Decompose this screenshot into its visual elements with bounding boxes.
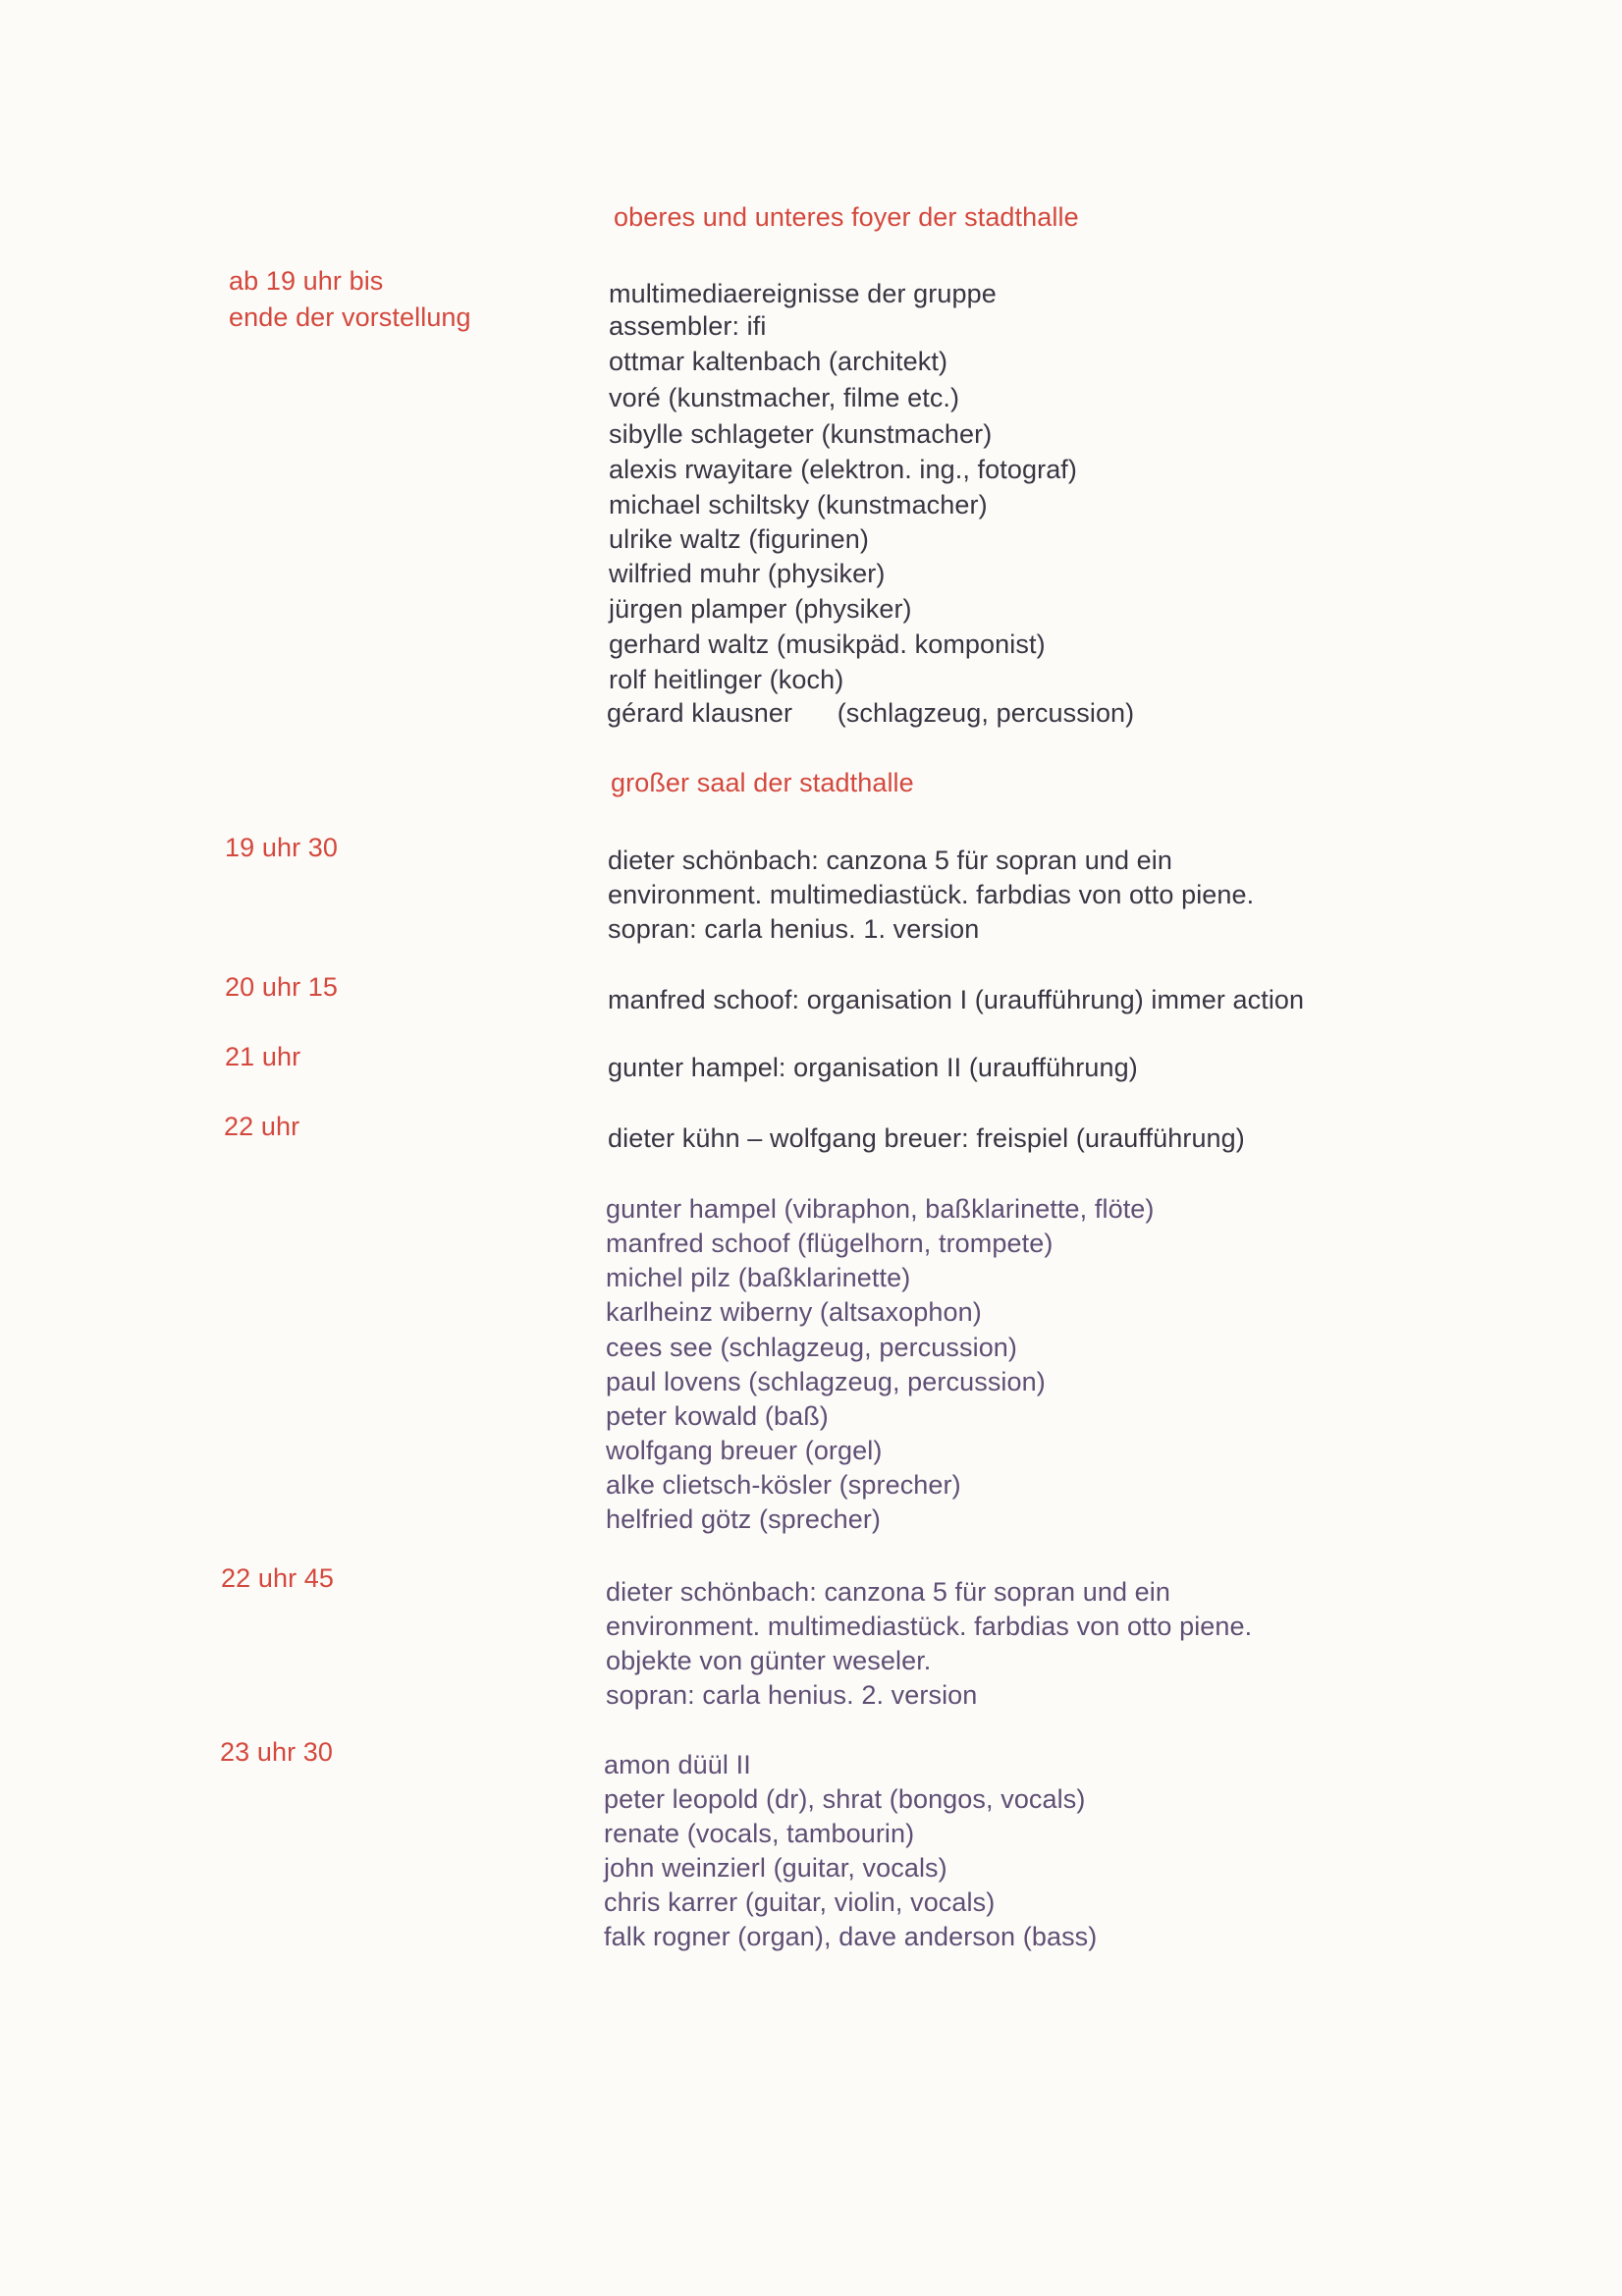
list-item: multimediaereignisse der gruppe — [609, 279, 997, 308]
time-label: ab 19 uhr bis — [229, 266, 384, 296]
time-label: 22 uhr — [224, 1112, 300, 1141]
performer-line: helfried götz (sprecher) — [606, 1504, 882, 1534]
event-line: chris karrer (guitar, violin, vocals) — [604, 1887, 996, 1917]
list-item: ottmar kaltenbach (architekt) — [609, 347, 948, 376]
time-label: 20 uhr 15 — [225, 972, 338, 1002]
performer-line: peter kowald (baß) — [606, 1401, 829, 1431]
list-item: wilfried muhr (physiker) — [609, 559, 886, 588]
section-heading-foyer: oberes und unteres foyer der stadthalle — [614, 202, 1079, 232]
time-label: 22 uhr 45 — [221, 1563, 334, 1593]
list-item: ulrike waltz (figurinen) — [609, 524, 869, 554]
list-item: sibylle schlageter (kunstmacher) — [609, 419, 993, 449]
event-line: amon düül II — [604, 1750, 751, 1779]
performer-line: cees see (schlagzeug, percussion) — [606, 1333, 1018, 1362]
performer-line: gunter hampel (vibraphon, baßklarinette, flöte) — [606, 1194, 1155, 1224]
list-item: voré (kunstmacher, filme etc.) — [609, 383, 960, 412]
list-item: jürgen plamper (physiker) — [609, 594, 912, 624]
performer-line: michel pilz (baßklarinette) — [606, 1263, 911, 1292]
event-line: john weinzierl (guitar, vocals) — [604, 1853, 947, 1883]
event-line: renate (vocals, tambourin) — [604, 1819, 915, 1848]
event-line: manfred schoof: organisation I (uraufführung) immer action — [608, 985, 1305, 1014]
time-label: 21 uhr — [225, 1042, 301, 1071]
event-line: peter leopold (dr), shrat (bongos, vocals) — [604, 1784, 1086, 1814]
time-label: ende der vorstellung — [229, 302, 471, 332]
section-heading-saal: großer saal der stadthalle — [611, 768, 914, 797]
performer-line: alke clietsch-kösler (sprecher) — [606, 1470, 961, 1500]
event-line: gunter hampel: organisation II (uraufführung) — [608, 1053, 1138, 1082]
performer-line: paul lovens (schlagzeug, percussion) — [606, 1367, 1046, 1396]
performer-line: wolfgang breuer (orgel) — [606, 1436, 883, 1465]
event-line: dieter kühn – wolfgang breuer: freispiel (uraufführung) — [608, 1123, 1245, 1153]
list-item: michael schiltsky (kunstmacher) — [609, 490, 988, 519]
time-label: 23 uhr 30 — [220, 1737, 333, 1767]
event-line: environment. multimediastück. farbdias von otto piene. — [608, 880, 1255, 909]
list-item: alexis rwayitare (elektron. ing., fotograf) — [609, 455, 1077, 484]
event-line: dieter schönbach: canzona 5 für sopran und ein — [608, 846, 1172, 875]
event-line: objekte von günter weseler. — [606, 1646, 932, 1675]
event-line: sopran: carla henius. 1. version — [608, 914, 980, 944]
list-item: gérard klausner (schlagzeug, percussion) — [607, 698, 1135, 728]
event-line: dieter schönbach: canzona 5 für sopran und ein — [606, 1577, 1170, 1607]
list-item: assembler: ifi — [609, 311, 767, 341]
list-item: gerhard waltz (musikpäd. komponist) — [609, 629, 1046, 659]
event-line: sopran: carla henius. 2. version — [606, 1680, 978, 1710]
time-label: 19 uhr 30 — [225, 833, 338, 862]
performer-line: manfred schoof (flügelhorn, trompete) — [606, 1229, 1054, 1258]
event-line: falk rogner (organ), dave anderson (bass) — [604, 1922, 1098, 1951]
list-item: rolf heitlinger (koch) — [609, 665, 844, 694]
performer-line: karlheinz wiberny (altsaxophon) — [606, 1297, 982, 1327]
event-line: environment. multimediastück. farbdias von otto piene. — [606, 1612, 1253, 1641]
